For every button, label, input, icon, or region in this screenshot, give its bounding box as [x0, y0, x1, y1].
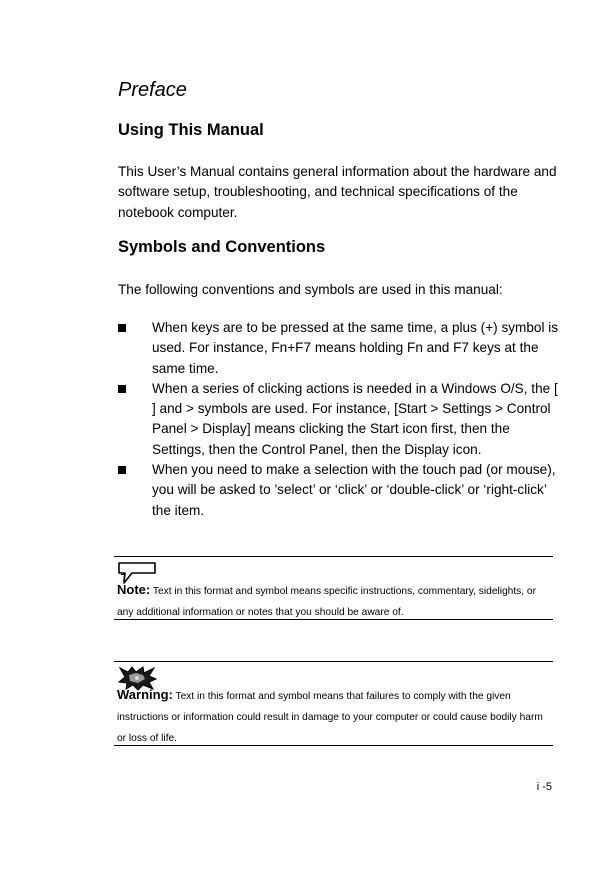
square-bullet-icon [118, 385, 126, 393]
conventions-list [118, 318, 563, 521]
list-item [118, 318, 563, 379]
list-item-text: When a series of clicking actions is needed in a Windows O/S, the [ ] and > symbols are used. For instance, [Start > Settings > Control Panel > Display] means clicking the Start icon first, then the Settings, then the Control Panel, then the Display icon. [152, 380, 558, 457]
note-box [114, 556, 553, 620]
warning-text-block [117, 684, 549, 749]
using-this-manual-paragraph: This User’s Manual contains general information about the hardware and software setup, troubleshooting, and technical specifications of the notebook computer. [118, 164, 557, 220]
note-text: Text in this format and symbol means specific instructions, commentary, sidelights, or any additional information or notes that you should be aware of. [117, 586, 536, 618]
note-text-block [117, 579, 549, 623]
warning-text: Text in this format and symbol means that failures to comply with the given instructions or information could result in damage to your computer or could cause bodily harm or loss of life. [117, 691, 543, 744]
square-bullet-icon [118, 324, 126, 332]
list-item-text: When keys are to be pressed at the same time, a plus (+) symbol is used. For instance, Fn+F7 means holding Fn and F7 keys at the same time. [152, 320, 559, 376]
section-heading-symbols-and-conventions: Symbols and Conventions [118, 238, 326, 256]
warning-label: Warning: [117, 687, 173, 702]
list-item [118, 379, 563, 460]
page-title: Preface [118, 79, 187, 101]
square-bullet-icon [118, 466, 126, 474]
note-label: Note: [117, 582, 151, 597]
section-heading-using-this-manual: Using This Manual [118, 121, 264, 139]
symbols-intro-paragraph: The following conventions and symbols are used in this manual: [118, 282, 503, 297]
list-item [118, 460, 563, 521]
list-item-text: When you need to make a selection with the touch pad (or mouse), you will be asked to ’select’ or ‘click’ or ‘double-click’ or ‘right-click’ the item. [152, 462, 556, 518]
warning-box [114, 661, 553, 746]
page-number: i -5 [536, 781, 552, 793]
